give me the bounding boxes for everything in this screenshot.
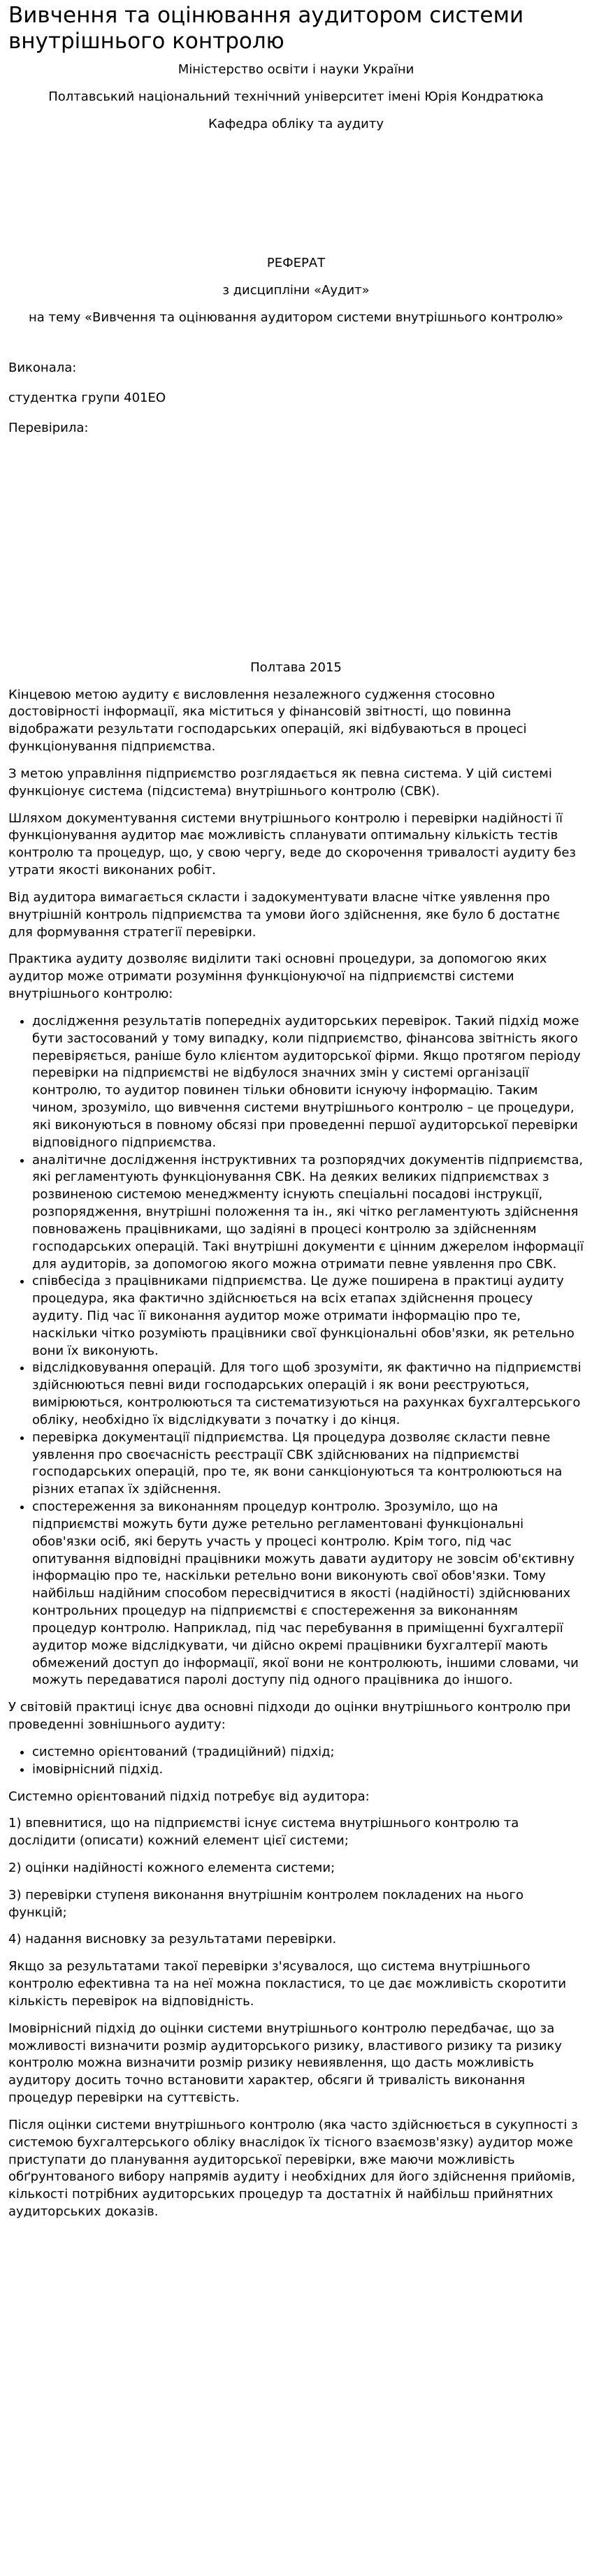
paragraph: З метою управління підприємство розглядається як певна система. У цій системі функціонує система (підсистема) внутрішнього контролю (СВК). <box>8 766 552 799</box>
signature-block <box>8 360 584 437</box>
list-item: • перевірка документації підприємства. Ця процедура дозволяє скласти певне уявлення про своєчасність реєстрації СВК здійснюваних на підприємстві господарських операцій, про те, як вони санкціонуються та контролюються на різних етапах їх здійснення. <box>32 1429 584 1499</box>
numbered-item: 4) надання висновку за результатами перевірки. <box>8 1932 337 1947</box>
numbered-item: 1) впевнитися, що на підприємстві існує система внутрішнього контролю та дослідити (описати) кожний елемент цієї системи; <box>8 1816 519 1849</box>
spacer <box>8 143 584 255</box>
performed-label: Виконала: <box>8 361 77 376</box>
spacer <box>8 450 584 660</box>
university-line: Полтавський національний технічний університет імені Юрія Кондратюка <box>48 89 544 105</box>
numbered-item: 2) оцінки надійності кожного елемента системи; <box>8 1861 335 1875</box>
list-item: • аналітичне дослідження інструктивних та розпорядчих документів підприємства, які регламентують функціонування СВК. На деяких великих підприємствах з розвиненою системою менеджменту існують спеціальні посадові інструкції, розпорядження, внутрішні положення та ін., які чітко регламентують здійснення повноважень працівниками, що задіяні в процесі контролю за здійсненням господарських операцій. Такі внутрішні документи є цінним джерелом інформації для аудиторів, за допомогою якого можна отримати певне уявлення про СВК. <box>32 1152 584 1274</box>
paragraph: Кінцевою метою аудиту є висловлення незалежного судження стосовно достовірності інформації, яка міститься у фінансовій звітності, що повинна відображати результати господарських операцій, які відбуваються в процесі функціонування підприємства. <box>8 687 527 755</box>
paragraph: Від аудитора вимагається скласти і задокументувати власне чітке уявлення про внутрішній контроль підприємства та умови його здійснення, яке було б достатнє для формування стратегії перевірки. <box>8 889 561 940</box>
student-line: студентка групи 401ЕО <box>8 391 166 406</box>
list-item: • спостереження за виконанням процедур контролю. Зрозуміло, що на підприємстві можуть бути дуже ретельно регламентовані функціональні обов'язки осіб, які беруть участь у процесі контролю. Крім того, під час опитування відповідні працівники можуть давати аудитору не зовсім об'єктивну інформацію про те, наскільки ретельно вони виконують свої обов'язки. Тому найбільш надійним способом пересвідчитися в якості (надійності) здійснюваних контрольних процедур на підприємстві є спостереження за виконанням процедур контролю. Наприклад, під час перебування в приміщенні бухгалтерії аудитор може відслідкувати, чи дійсно окремі працівники бухгалтерії мають обмежений доступ до інформації, якої вони не контролюють, іншими словами, чи можуть передаватися паролі доступу під одного працівника до іншого. <box>32 1499 584 1689</box>
paragraph: Системно орієнтований підхід потребує від аудитора: <box>8 1789 370 1804</box>
spacer <box>8 336 584 360</box>
paragraph: Імовірнісний підхід до оцінки системи внутрішнього контролю передбачає, що за можливості визначити розмір аудиторського ризику, властивого ризику та ризику контролю можна визначити розмір ризику невиявлення, що дасть можливість аудитору досить точно встановити характер, обсяги й тривалість виконання процедур перевірки на суттєвість. <box>8 2021 562 2106</box>
approaches-list <box>8 1744 584 1779</box>
list-item: • відслідковування операцій. Для того щоб зрозуміти, як фактично на підприємстві здійснюються певні види господарських операцій і як вони реєструються, вимірюються, контролюються та систематизуються на рахунках бухгалтерського обліку, необхідно їх відслідкувати з початку і до кінця. <box>32 1360 584 1429</box>
report-body <box>8 687 584 2221</box>
paragraph: У світовій практиці існує два основні підходи до оцінки внутрішнього контролю при проведенні зовнішнього аудиту: <box>8 1700 571 1733</box>
paragraph: Після оцінки системи внутрішнього контролю (яка часто здійснюється в сукупності з системою бухгалтерського обліку внаслідок їх тісного взаємозв'язку) аудитор може приступати до планування аудиторської перевірки, вже маючи можливість обґрунтованого вибору напрямів аудиту і необхідних для його здійснення прийомів, кількості потрібних аудиторських процедур та достатніх й найбільш прийнятних аудиторських доказів. <box>8 2117 578 2220</box>
paragraph: Практика аудиту дозволяє виділити такі основні процедури, за допомогою яких аудитор може отримати розуміння функціонуючої на підприємстві системи внутрішнього контролю: <box>8 952 547 1002</box>
checked-label: Перевірила: <box>8 421 89 435</box>
procedures-list <box>8 1013 584 1689</box>
ministry-line: Міністерство освіти і науки України <box>178 62 414 78</box>
page-title: Вивчення та оцінювання аудитором системи внутрішнього контролю <box>8 3 524 54</box>
report-heading <box>8 255 584 326</box>
paragraph: Якщо за результатами такої перевірки з'ясувалося, що система внутрішнього контролю ефективна та на неї можна покластися, то це дає можливість скоротити кількість перевірок на відповідність. <box>8 1959 567 2009</box>
list-item: • системно орієнтований (традиційний) підхід; <box>32 1744 584 1761</box>
department-line: Кафедра обліку та аудиту <box>208 117 384 132</box>
list-item: • дослідження результатів попередніх аудиторських перевірок. Такий підхід може бути застосований у тому випадку, коли підприємство, фінансова звітність якого перевіряється, раніше було клієнтом аудиторської фірми. Якщо протягом періоду перевірки на підприємстві не відбулося значних змін у системі організації контролю, то аудитор повинен тільки обновити існуючу інформацію. Таким чином, зрозуміло, що вивчення системи внутрішнього контролю – це процедури, які виконуються в повному обсязі при проведенні першої аудиторської перевірки відповідного підприємства. <box>32 1013 584 1152</box>
topic-line: на тему «Вивчення та оцінювання аудитором системи внутрішнього контролю» <box>29 310 563 325</box>
list-item: • імовірнісний підхід. <box>32 1761 584 1779</box>
doc-type: РЕФЕРАТ <box>266 255 326 270</box>
discipline-line: з дисципліни «Аудит» <box>222 282 370 298</box>
list-item: • співбесіда з працівниками підприємства. Це дуже поширена в практиці аудиту процедура, яка фактично здійснюється на всіх етапах здійснення процесу аудиту. Під час її виконання аудитор може отримати інформацію про те, наскільки чітко розуміють працівники свої функціональні обов'язки, як ретельно вони їх виконують. <box>32 1273 584 1360</box>
paragraph: Шляхом документування системи внутрішнього контролю і перевірки надійності її функціонування аудитор має можливість спланувати оптимальну кількість тестів контролю та процедур, що, у свою чергу, веде до скорочення тривалості аудиту без утрати якості виконаних робіт. <box>8 810 576 878</box>
city-year: Полтава 2015 <box>250 660 342 675</box>
numbered-item: 3) перевірки ступеня виконання внутрішнім контролем покладених на нього функцій; <box>8 1887 524 1920</box>
title-block <box>8 61 584 133</box>
